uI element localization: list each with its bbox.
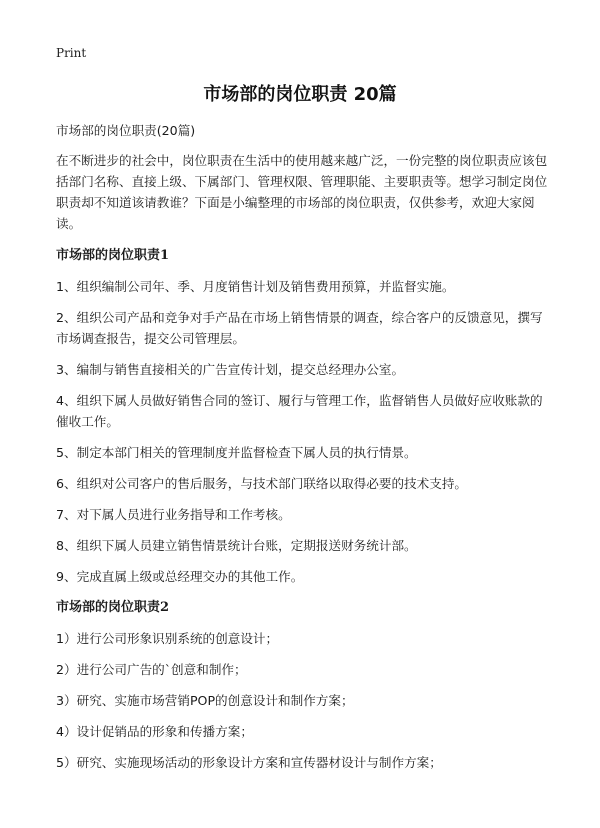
list-item: 4、组织下属人员做好销售合同的签订、履行与管理工作，监督销售人员做好应收账款的催收工作。 <box>56 393 543 429</box>
document-title: 市场部的岗位职责 20篇 <box>203 84 397 105</box>
document-body <box>56 120 550 783</box>
list-item: 2）进行公司广告的`创意和制作； <box>56 662 247 677</box>
list-item: 7、对下属人员进行业务指导和工作考核。 <box>56 507 291 522</box>
intro-paragraph: 在不断进步的社会中，岗位职责在生活中的使用越来越广泛，一份完整的岗位职责应该包括部门名称、直接上级、下属部门、管理权限、管理职能、主要职责等。想学习制定岗位职责却不知道该请教谁？下面是小编整理的市场部的岗位职责，仅供参考，欢迎大家阅读。 <box>56 153 548 231</box>
print-label: Print <box>56 46 87 60</box>
list-item: 8、组织下属人员建立销售情景统计台账，定期报送财务统计部。 <box>56 538 417 553</box>
list-item: 5）研究、实施现场活动的形象设计方案和宣传器材设计与制作方案； <box>56 755 442 770</box>
list-item: 5、制定本部门相关的管理制度并监督检查下属人员的执行情景。 <box>56 445 417 460</box>
list-item: 2、组织公司产品和竞争对手产品在市场上销售情景的调查，综合客户的反馈意见，撰写市场调查报告，提交公司管理层。 <box>56 310 543 346</box>
list-item: 1）进行公司形象识别系统的创意设计； <box>56 631 279 646</box>
list-item: 6、组织对公司客户的售后服务，与技术部门联络以取得必要的技术支持。 <box>56 476 468 491</box>
list-item: 3、编制与销售直接相关的广告宣传计划，提交总经理办公室。 <box>56 362 405 377</box>
section-heading: 市场部的岗位职责1 <box>56 248 170 263</box>
list-item: 1、组织编制公司年、季、月度销售计划及销售费用预算，并监督实施。 <box>56 279 455 294</box>
list-item: 3）研究、实施市场营销POP的创意设计和制作方案； <box>56 693 354 708</box>
section-heading: 市场部的岗位职责2 <box>56 600 170 615</box>
list-item: 9、完成直属上级或总经理交办的其他工作。 <box>56 569 304 584</box>
list-item: 4）设计促销品的形象和传播方案； <box>56 724 253 739</box>
document-subtitle: 市场部的岗位职责(20篇) <box>56 123 196 138</box>
